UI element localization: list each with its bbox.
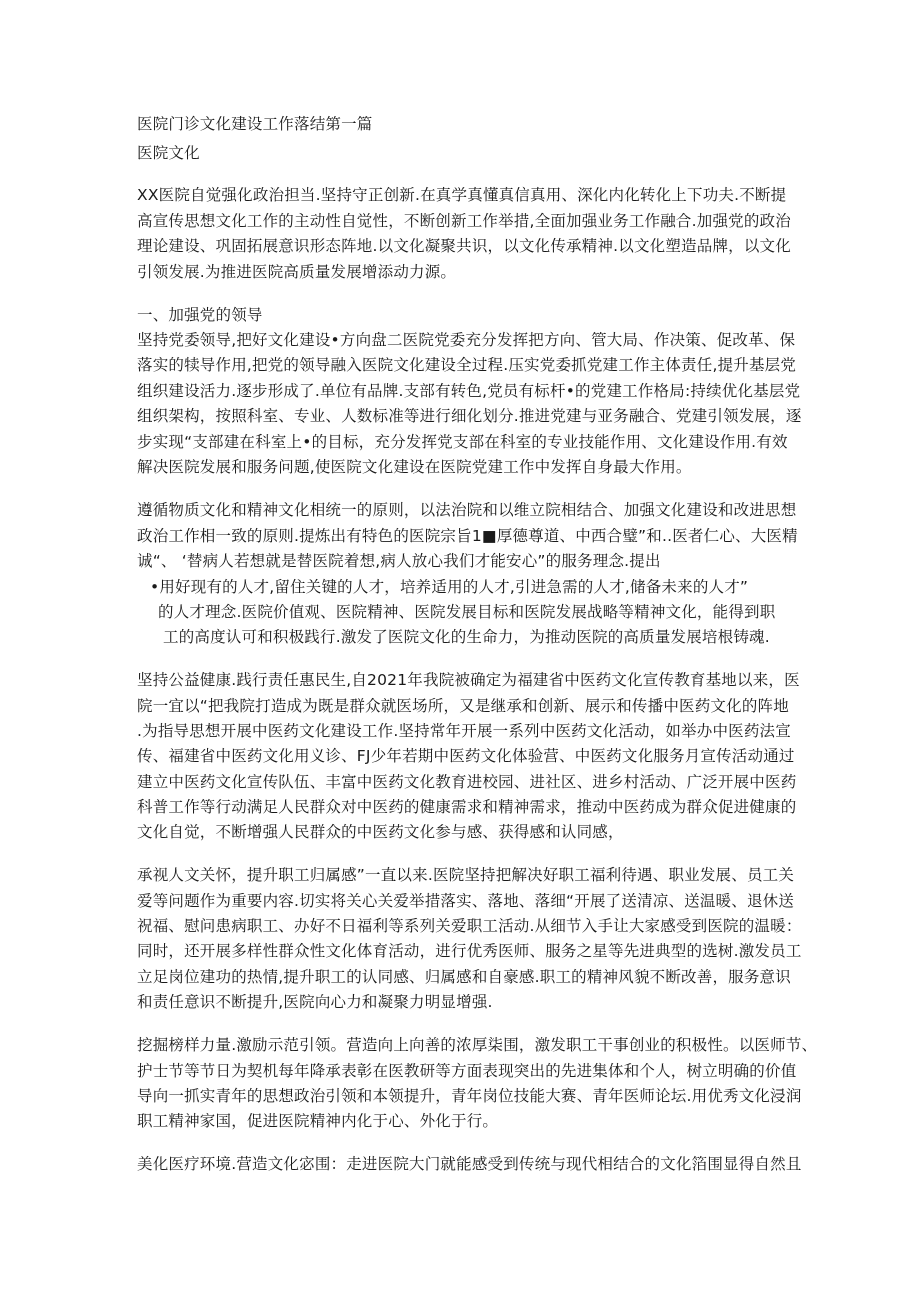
- para3-line: .为指导思想开展中医药文化建设工作.坚持常年开展一系列中医药文化活动，如举办中医药法宣: [137, 722, 791, 740]
- para4-line: 立足岗位建功的热情,提升职工的认同感、归属感和自豪感.职工的精神风貌不断改善，服务意识: [137, 968, 791, 986]
- para2-line: 诚“、 ‘替病人若想就是替医院着想,病人放心我们才能安心”的服务理念.提出: [137, 552, 661, 570]
- para5-line: 职工精神家国，促进医院精神内化于心、外化于行。: [137, 1112, 499, 1130]
- para5-line: 护士节等节日为契机每年降承表彰在医教研等方面表现突出的先进集体和个人，树立明确的价值: [137, 1062, 797, 1080]
- document-title: 医院门诊文化建设工作落结第一篇: [137, 115, 373, 133]
- para4-line: 爱等问题作为重要内容.切实将关心关爱举措落实、落地、落细“开展了送清凉、送温暖、退休送: [137, 892, 795, 910]
- para3-line: 坚持公益健康.践行责任惠民生,自2021年我院被确定为福建省中医药文化宣传教育基地以来，医: [137, 671, 800, 689]
- document-subtitle: 医院文化: [137, 144, 200, 162]
- section1-line: 组织建设活力.逐步形成了.单位有品牌.支部有转色,党员有标杆•的党建工作格局:持续优化基层党: [137, 382, 801, 400]
- para2-line: 政治工作相一致的原则.提炼出有特色的医院宗旨1■厚德尊道、中西合璧”和..医者仁心、大医精: [137, 527, 798, 545]
- section1-line: 落实的犊导作用,把党的领导融入医院文化建设全过程.压实党委抓党建工作主体责任,提升基层党: [137, 356, 797, 374]
- para6-line: 美化医疗环境.营造文化宓围：走进医院大门就能感受到传统与现代相结合的文化箔围显得自然且: [137, 1155, 802, 1173]
- para4-line: 祝福、慰问患病职工、办好不日福利等系列关爱职工活动.从细节入手让大家感受到医院的温暖：: [137, 917, 802, 935]
- para5-line: 挖掘榜样力量.激励示范引领。营造向上向善的浓厚柒围，激发职工干事创业的积极性。以医师节、: [137, 1036, 818, 1054]
- para3-line: 院一宜以“把我院打造成为既是群众就医场所，又是继承和创新、展示和传播中医药文化的阵地: [137, 697, 789, 715]
- para4-line: 和责任意识不断提升,医院向心力和凝聚力明显增强.: [137, 993, 493, 1011]
- para3-line: 建立中医药文化宣传队伍、丰富中医药文化教育进校园、进社区、进乡村活动、广泛开展中医药: [137, 773, 797, 791]
- para3-line: 传、福建省中医药文化用义诊、FJ少年若期中医药文化体验营、中医药文化服务月宣传活动通过: [137, 747, 795, 765]
- section1-line: 解决医院发展和服务问题,使医院文化建设在医院党建工作中发挥自身最大作用。: [137, 458, 692, 476]
- para3-line: 科普工作等行动满足人民群众对中医药的健康需求和精神需求，推动中医药成为群众促进健康的: [137, 798, 797, 816]
- section1-line: 坚持党委领导,把好文化建设•方向盘二医院党委充分发挥把方向、管大局、作决策、促改革、保: [137, 331, 796, 349]
- section1-line: 组织架构，按照科室、专业、人数标准等进行细化划分.推进党建与亚务融合、党建引领发展，逐: [137, 407, 802, 425]
- section1-line: 步实现“支部建在科室上•的目标，充分发挥党支部在科室的专业技能作用、文化建设作用.有效: [137, 433, 788, 451]
- para4-line: 同时，还开展多样性群众性文化体育活动，进行优秀医师、服务之星等先进典型的选树.激发员工: [137, 942, 802, 960]
- intro-line: 理论建设、巩固拓展意识形态阵地.以文化凝聚共识，以文化传承精神.以文化塑造品牌，以文化: [137, 237, 791, 255]
- para4-line: 承视人文关怀，提升职工归属感”一直以来.医院坚持把解决好职工福利待遇、职业发展、员工关: [137, 866, 795, 884]
- para3-line: 文化自觉，不断增强人民群众的中医药文化参与感、获得感和认同感，: [137, 823, 624, 841]
- intro-line: 高宣传思想文化工作的主动性自觉性，不断创新工作举措,全面加强业务工作融合.加强党的政治: [137, 212, 791, 230]
- para2-line: 遵循物质文化和精神文化相统一的原则，以法治院和以维立院相结合、加强文化建设和改进思想: [137, 501, 797, 519]
- para2-indent-line: 工的高度认可和积极践行.激发了医院文化的生命力，为推动医院的高质量发展培根铸魂.: [163, 628, 770, 646]
- para5-line: 导向一抓实青年的思想政治引领和本领提升，青年岗位技能大赛、青年医师论坛.用优秀文化浸润: [137, 1087, 802, 1105]
- para2-indent-line: •用好现有的人才,留住关键的人才，培养适用的人才,引进急需的人才,储备未来的人才”: [150, 578, 749, 596]
- intro-line: XX医院自觉强化政治担当.坚持守正创新.在真学真懂真信真用、深化内化转化上下功夫.不断提: [137, 186, 787, 204]
- section-heading: 一、加强党的领导: [137, 306, 263, 324]
- intro-line: 引领发展.为推进医院高质量发展增添动力源。: [137, 263, 457, 281]
- para2-indent-line: 的人才理念.医院价值观、医院精神、医院发展目标和医院发展战略等精神文化，能得到职: [158, 603, 776, 621]
